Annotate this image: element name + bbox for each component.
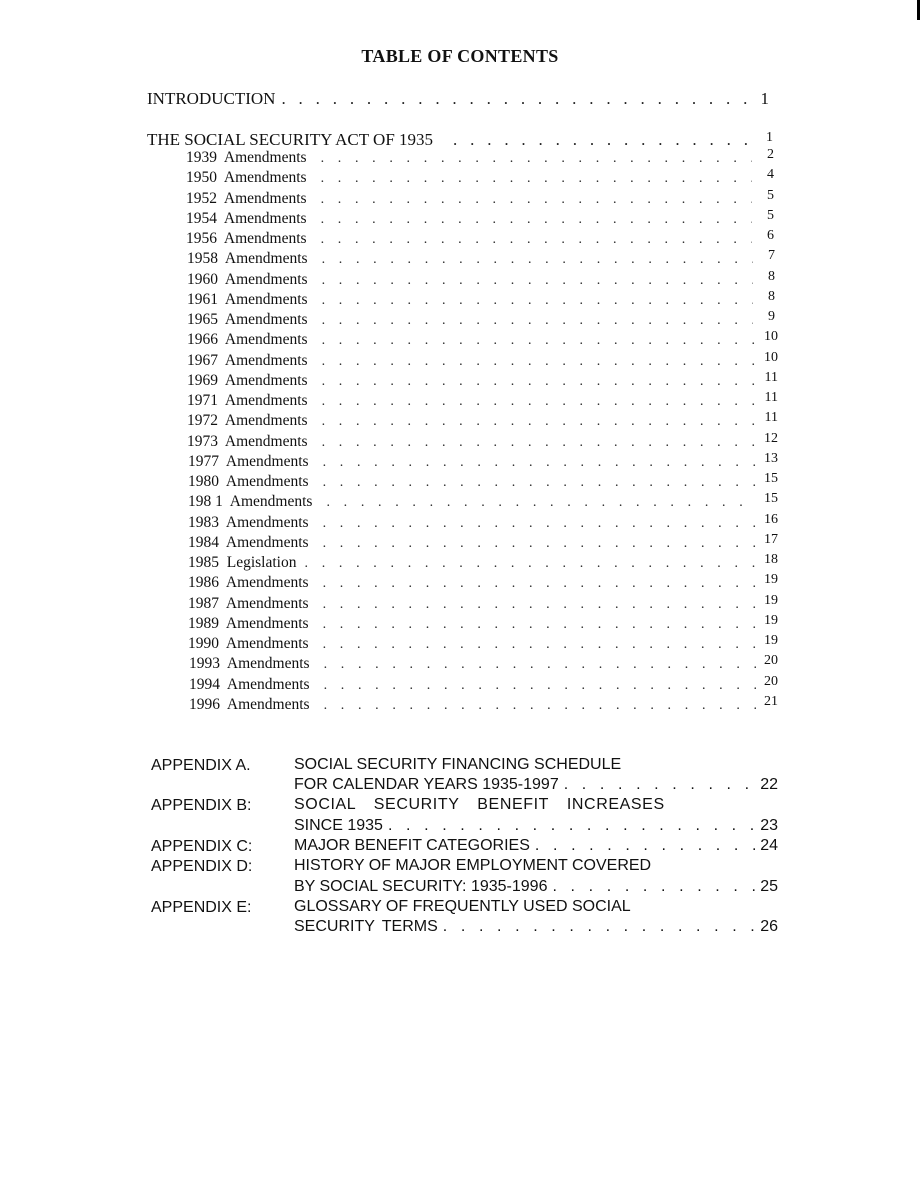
dot-leader bbox=[281, 89, 754, 109]
toc-entry-page: 20 bbox=[764, 653, 778, 669]
toc-entry-amendment bbox=[188, 492, 778, 513]
toc-entry-label: 1984 Amendments bbox=[188, 533, 309, 551]
page-title: TABLE OF CONTENTS bbox=[361, 46, 559, 66]
toc-entry-page: 2 bbox=[767, 147, 774, 162]
toc-entry-page: 21 bbox=[764, 693, 778, 709]
toc-entry-amendment bbox=[188, 553, 778, 574]
dot-leader bbox=[322, 271, 753, 291]
toc-entry-label: 1939 Amendments bbox=[186, 149, 307, 166]
toc-entry-page: 5 bbox=[767, 207, 774, 223]
toc-entry-label: 1977 Amendments bbox=[188, 452, 309, 470]
toc-entry-label: 1971 Amendments bbox=[187, 392, 308, 409]
toc-entry-introduction bbox=[147, 89, 769, 109]
toc-entry-page: 1 bbox=[766, 130, 773, 145]
toc-entry-page: 11 bbox=[764, 410, 778, 426]
appendix-b-title: SOCIAL SECURITY BENEFIT INCREASES bbox=[294, 796, 665, 813]
toc-entry-label: 1960 Amendments bbox=[187, 270, 308, 288]
dot-leader bbox=[388, 816, 755, 836]
appendix-e-title: GLOSSARY OF FREQUENTLY USED SOCIAL bbox=[294, 898, 631, 915]
toc-entry-amendment bbox=[188, 533, 778, 554]
dot-leader bbox=[321, 230, 752, 250]
dot-leader bbox=[322, 291, 753, 311]
dot-leader bbox=[323, 595, 756, 615]
dot-leader bbox=[321, 190, 752, 210]
toc-entry-amendment bbox=[188, 573, 778, 594]
appendix-c-title: MAJOR BENEFIT CATEGORIES bbox=[294, 837, 530, 854]
appendix-c-entry bbox=[294, 836, 778, 856]
dot-leader bbox=[321, 169, 752, 189]
appendix-a-entry bbox=[294, 775, 778, 795]
dot-leader bbox=[324, 655, 756, 675]
dot-leader bbox=[321, 210, 752, 230]
toc-entry-label: 1983 Amendments bbox=[188, 513, 309, 531]
dot-leader bbox=[323, 453, 756, 473]
toc-entry-page: 12 bbox=[764, 430, 778, 446]
appendix-d-title: HISTORY OF MAJOR EMPLOYMENT COVERED bbox=[294, 857, 652, 874]
dot-leader bbox=[305, 554, 757, 574]
toc-entry-page: 1 bbox=[760, 89, 769, 108]
appendix-a-page: 22 bbox=[760, 776, 778, 793]
dot-leader bbox=[324, 696, 756, 716]
toc-entry-label: 1996 Amendments bbox=[189, 695, 310, 713]
toc-entry-page: 15 bbox=[764, 491, 778, 507]
dot-leader bbox=[322, 311, 753, 331]
dot-leader bbox=[322, 412, 756, 432]
toc-entry-page: 19 bbox=[764, 633, 778, 648]
toc-entry-page: 18 bbox=[764, 552, 778, 567]
appendix-a-title: SOCIAL SECURITY FINANCING SCHEDULE bbox=[294, 756, 622, 773]
dot-leader bbox=[443, 917, 755, 937]
toc-entry-label: 1965 Amendments bbox=[187, 311, 308, 328]
toc-entry-amendment bbox=[187, 391, 778, 412]
toc-entry-label: 1973 Amendments bbox=[187, 432, 308, 450]
toc-entry-label: 1993 Amendments bbox=[189, 655, 310, 673]
toc-entry-page: 10 bbox=[764, 329, 778, 345]
dot-leader bbox=[322, 392, 756, 412]
toc-entry-label: THE SOCIAL SECURITY ACT OF 1935 bbox=[147, 130, 434, 149]
toc-entry-page: 20 bbox=[764, 673, 778, 689]
dot-leader bbox=[324, 676, 756, 696]
toc-entry-amendment bbox=[187, 371, 778, 392]
toc-entry-page: 15 bbox=[764, 471, 778, 486]
toc-entry-amendment bbox=[187, 330, 778, 351]
appendix-c-label: APPENDIX C: bbox=[151, 838, 253, 855]
toc-entry-amendment bbox=[187, 351, 778, 372]
toc-entry-amendment bbox=[189, 654, 778, 675]
dot-leader bbox=[323, 473, 756, 493]
appendix-b-subtitle: SINCE 1935 bbox=[294, 817, 383, 834]
toc-entry-amendment bbox=[189, 695, 778, 716]
toc-entry-label: 1986 Amendments bbox=[188, 574, 309, 592]
appendix-c-page: 24 bbox=[760, 837, 778, 854]
toc-entry-amendment bbox=[187, 290, 775, 311]
toc-entry-label: 1972 Amendments bbox=[187, 412, 308, 430]
toc-entry-amendment bbox=[188, 513, 778, 534]
toc-entry-label: 1950 Amendments bbox=[186, 169, 307, 187]
dot-leader bbox=[323, 615, 756, 635]
toc-entry-amendment bbox=[186, 148, 774, 169]
toc-entry-label: 1952 Amendments bbox=[186, 189, 307, 207]
toc-entry-page: 6 bbox=[767, 228, 774, 243]
dot-leader bbox=[552, 877, 755, 897]
toc-entry-label: 1956 Amendments bbox=[186, 230, 307, 247]
toc-entry-amendment bbox=[187, 432, 778, 453]
appendix-a-label: APPENDIX A. bbox=[151, 757, 251, 774]
toc-entry-label: 1967 Amendments bbox=[187, 351, 308, 369]
dot-leader bbox=[322, 372, 756, 392]
toc-entry-label: 1994 Amendments bbox=[189, 675, 310, 693]
toc-entry-label: 1985 Legislation bbox=[188, 554, 297, 571]
toc-entry-page: 11 bbox=[764, 390, 778, 405]
dot-leader bbox=[323, 635, 756, 655]
toc-entry-label: 1990 Amendments bbox=[188, 635, 309, 652]
appendix-d-entry bbox=[294, 877, 778, 897]
toc-entry-label: 1958 Amendments bbox=[187, 250, 308, 268]
dot-leader bbox=[322, 331, 756, 351]
toc-entry-amendment bbox=[186, 168, 774, 189]
toc-entry-page: 8 bbox=[768, 288, 775, 304]
dot-leader bbox=[322, 433, 756, 453]
dot-leader bbox=[323, 514, 756, 534]
toc-entry-amendment bbox=[186, 209, 774, 230]
toc-entry-amendment bbox=[188, 634, 778, 655]
toc-entry-page: 19 bbox=[764, 592, 778, 608]
toc-entry-page: 7 bbox=[768, 248, 775, 264]
toc-entry-label: 1989 Amendments bbox=[188, 614, 309, 632]
appendix-e-page: 26 bbox=[760, 918, 778, 935]
toc-entry-amendment bbox=[186, 189, 774, 210]
appendix-d-page: 25 bbox=[760, 878, 778, 895]
toc-entry-label: INTRODUCTION bbox=[147, 89, 276, 108]
appendix-b-label: APPENDIX B: bbox=[151, 797, 252, 814]
toc-entry-page: 19 bbox=[764, 572, 778, 588]
appendix-d-label: APPENDIX D: bbox=[151, 858, 253, 875]
toc-entry-page: 5 bbox=[767, 187, 774, 203]
toc-entry-label: 1980 Amendments bbox=[188, 473, 309, 490]
toc-entry-amendment bbox=[188, 614, 778, 635]
appendix-b-entry bbox=[294, 816, 778, 836]
toc-entry-label: 198 1 Amendments bbox=[188, 493, 313, 511]
dot-leader bbox=[323, 574, 756, 594]
toc-entry-page: 17 bbox=[764, 531, 778, 547]
toc-entry-amendment bbox=[187, 270, 775, 291]
dot-leader bbox=[326, 493, 756, 513]
toc-entry-amendment bbox=[186, 229, 774, 250]
toc-entry-amendment bbox=[187, 310, 775, 331]
dot-leader bbox=[322, 352, 756, 372]
toc-entry-label: 1954 Amendments bbox=[186, 209, 307, 227]
toc-entry-page: 9 bbox=[768, 309, 775, 324]
dot-leader bbox=[564, 775, 755, 795]
appendix-e-label: APPENDIX E: bbox=[151, 899, 252, 916]
toc-entry-amendment bbox=[187, 411, 778, 432]
toc-entry-amendment bbox=[189, 675, 778, 696]
dot-leader bbox=[321, 149, 752, 169]
toc-entry-page: 4 bbox=[767, 167, 774, 183]
toc-entry-amendment bbox=[188, 452, 778, 473]
toc-entry-page: 8 bbox=[768, 268, 775, 284]
appendix-b-page: 23 bbox=[760, 817, 778, 834]
dot-leader bbox=[323, 534, 756, 554]
appendix-e-subtitle: SECURITY TERMS bbox=[294, 918, 438, 935]
toc-entry-amendment bbox=[188, 472, 778, 493]
dot-leader bbox=[322, 250, 753, 270]
appendix-e-entry bbox=[294, 917, 778, 937]
toc-entry-page: 16 bbox=[764, 511, 778, 527]
toc-entry-page: 13 bbox=[764, 450, 778, 466]
toc-entry-label: 1969 Amendments bbox=[187, 371, 308, 389]
toc-entry-label: 1987 Amendments bbox=[188, 594, 309, 612]
appendix-a-subtitle: FOR CALENDAR YEARS 1935-1997 bbox=[294, 776, 559, 793]
toc-entry-amendment bbox=[188, 594, 778, 615]
dot-leader bbox=[453, 130, 760, 150]
toc-entry-page: 11 bbox=[764, 369, 778, 385]
dot-leader bbox=[535, 836, 755, 856]
toc-entry-page: 19 bbox=[764, 612, 778, 628]
toc-entry-label: 1961 Amendments bbox=[187, 290, 308, 308]
toc-entry-label: 1966 Amendments bbox=[187, 331, 308, 349]
toc-entry-amendment bbox=[187, 249, 775, 270]
appendix-d-subtitle: BY SOCIAL SECURITY: 1935-1996 bbox=[294, 878, 548, 895]
toc-entry-page: 10 bbox=[764, 349, 778, 365]
